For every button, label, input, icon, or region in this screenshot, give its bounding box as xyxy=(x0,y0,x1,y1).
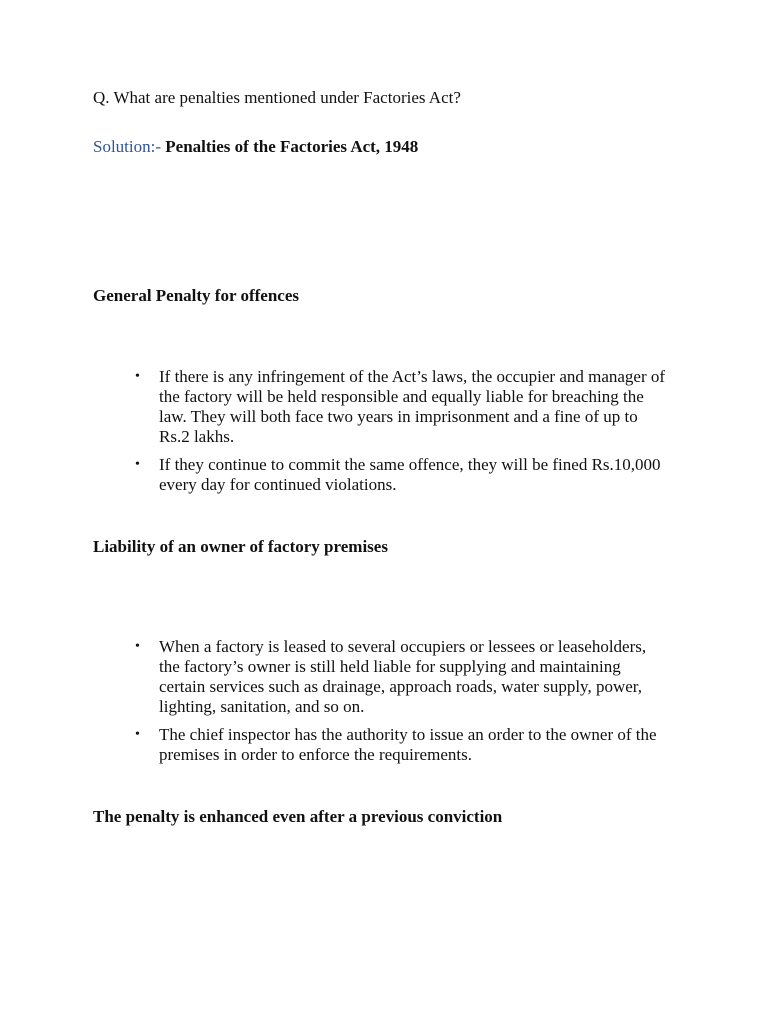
owner-liability-list xyxy=(0,637,669,765)
list-item xyxy=(0,455,669,495)
section-heading-owner-liability: Liability of an owner of factory premises xyxy=(93,537,388,556)
general-penalty-list xyxy=(0,367,669,495)
section-heading-general-penalty: General Penalty for offences xyxy=(93,286,299,305)
bullet-icon: • xyxy=(135,457,140,472)
list-item xyxy=(0,637,669,717)
section-heading-enhanced-penalty: The penalty is enhanced even after a previous conviction xyxy=(93,807,503,826)
bullet-icon: • xyxy=(135,727,140,742)
list-item-text: The chief inspector has the authority to issue an order to the owner of the premises in order to enforce the requirements. xyxy=(159,725,657,764)
list-item-text: If they continue to commit the same offence, they will be fined Rs.10,000 every day for continued violations. xyxy=(159,455,661,494)
solution-line xyxy=(93,137,418,157)
list-item-text: When a factory is leased to several occupiers or lessees or leaseholders, the factory’s owner is still held liable for supplying and maintaining certain services such as drainage, approach roads, water supply, power, lighting, sanitation, and so on. xyxy=(159,637,647,716)
list-item xyxy=(0,367,669,447)
question-text: Q. What are penalties mentioned under Factories Act? xyxy=(93,88,461,107)
bullet-icon: • xyxy=(135,639,140,654)
list-item xyxy=(0,725,669,765)
solution-label: Solution:- xyxy=(93,137,162,156)
list-item-text: If there is any infringement of the Act’s laws, the occupier and manager of the factory will be held responsible and equally liable for breaching the law. They will both face two years in imprisonment and a fine of up to Rs.2 lakhs. xyxy=(159,367,666,446)
bullet-icon: • xyxy=(135,369,140,384)
solution-title: Penalties of the Factories Act, 1948 xyxy=(161,137,419,156)
